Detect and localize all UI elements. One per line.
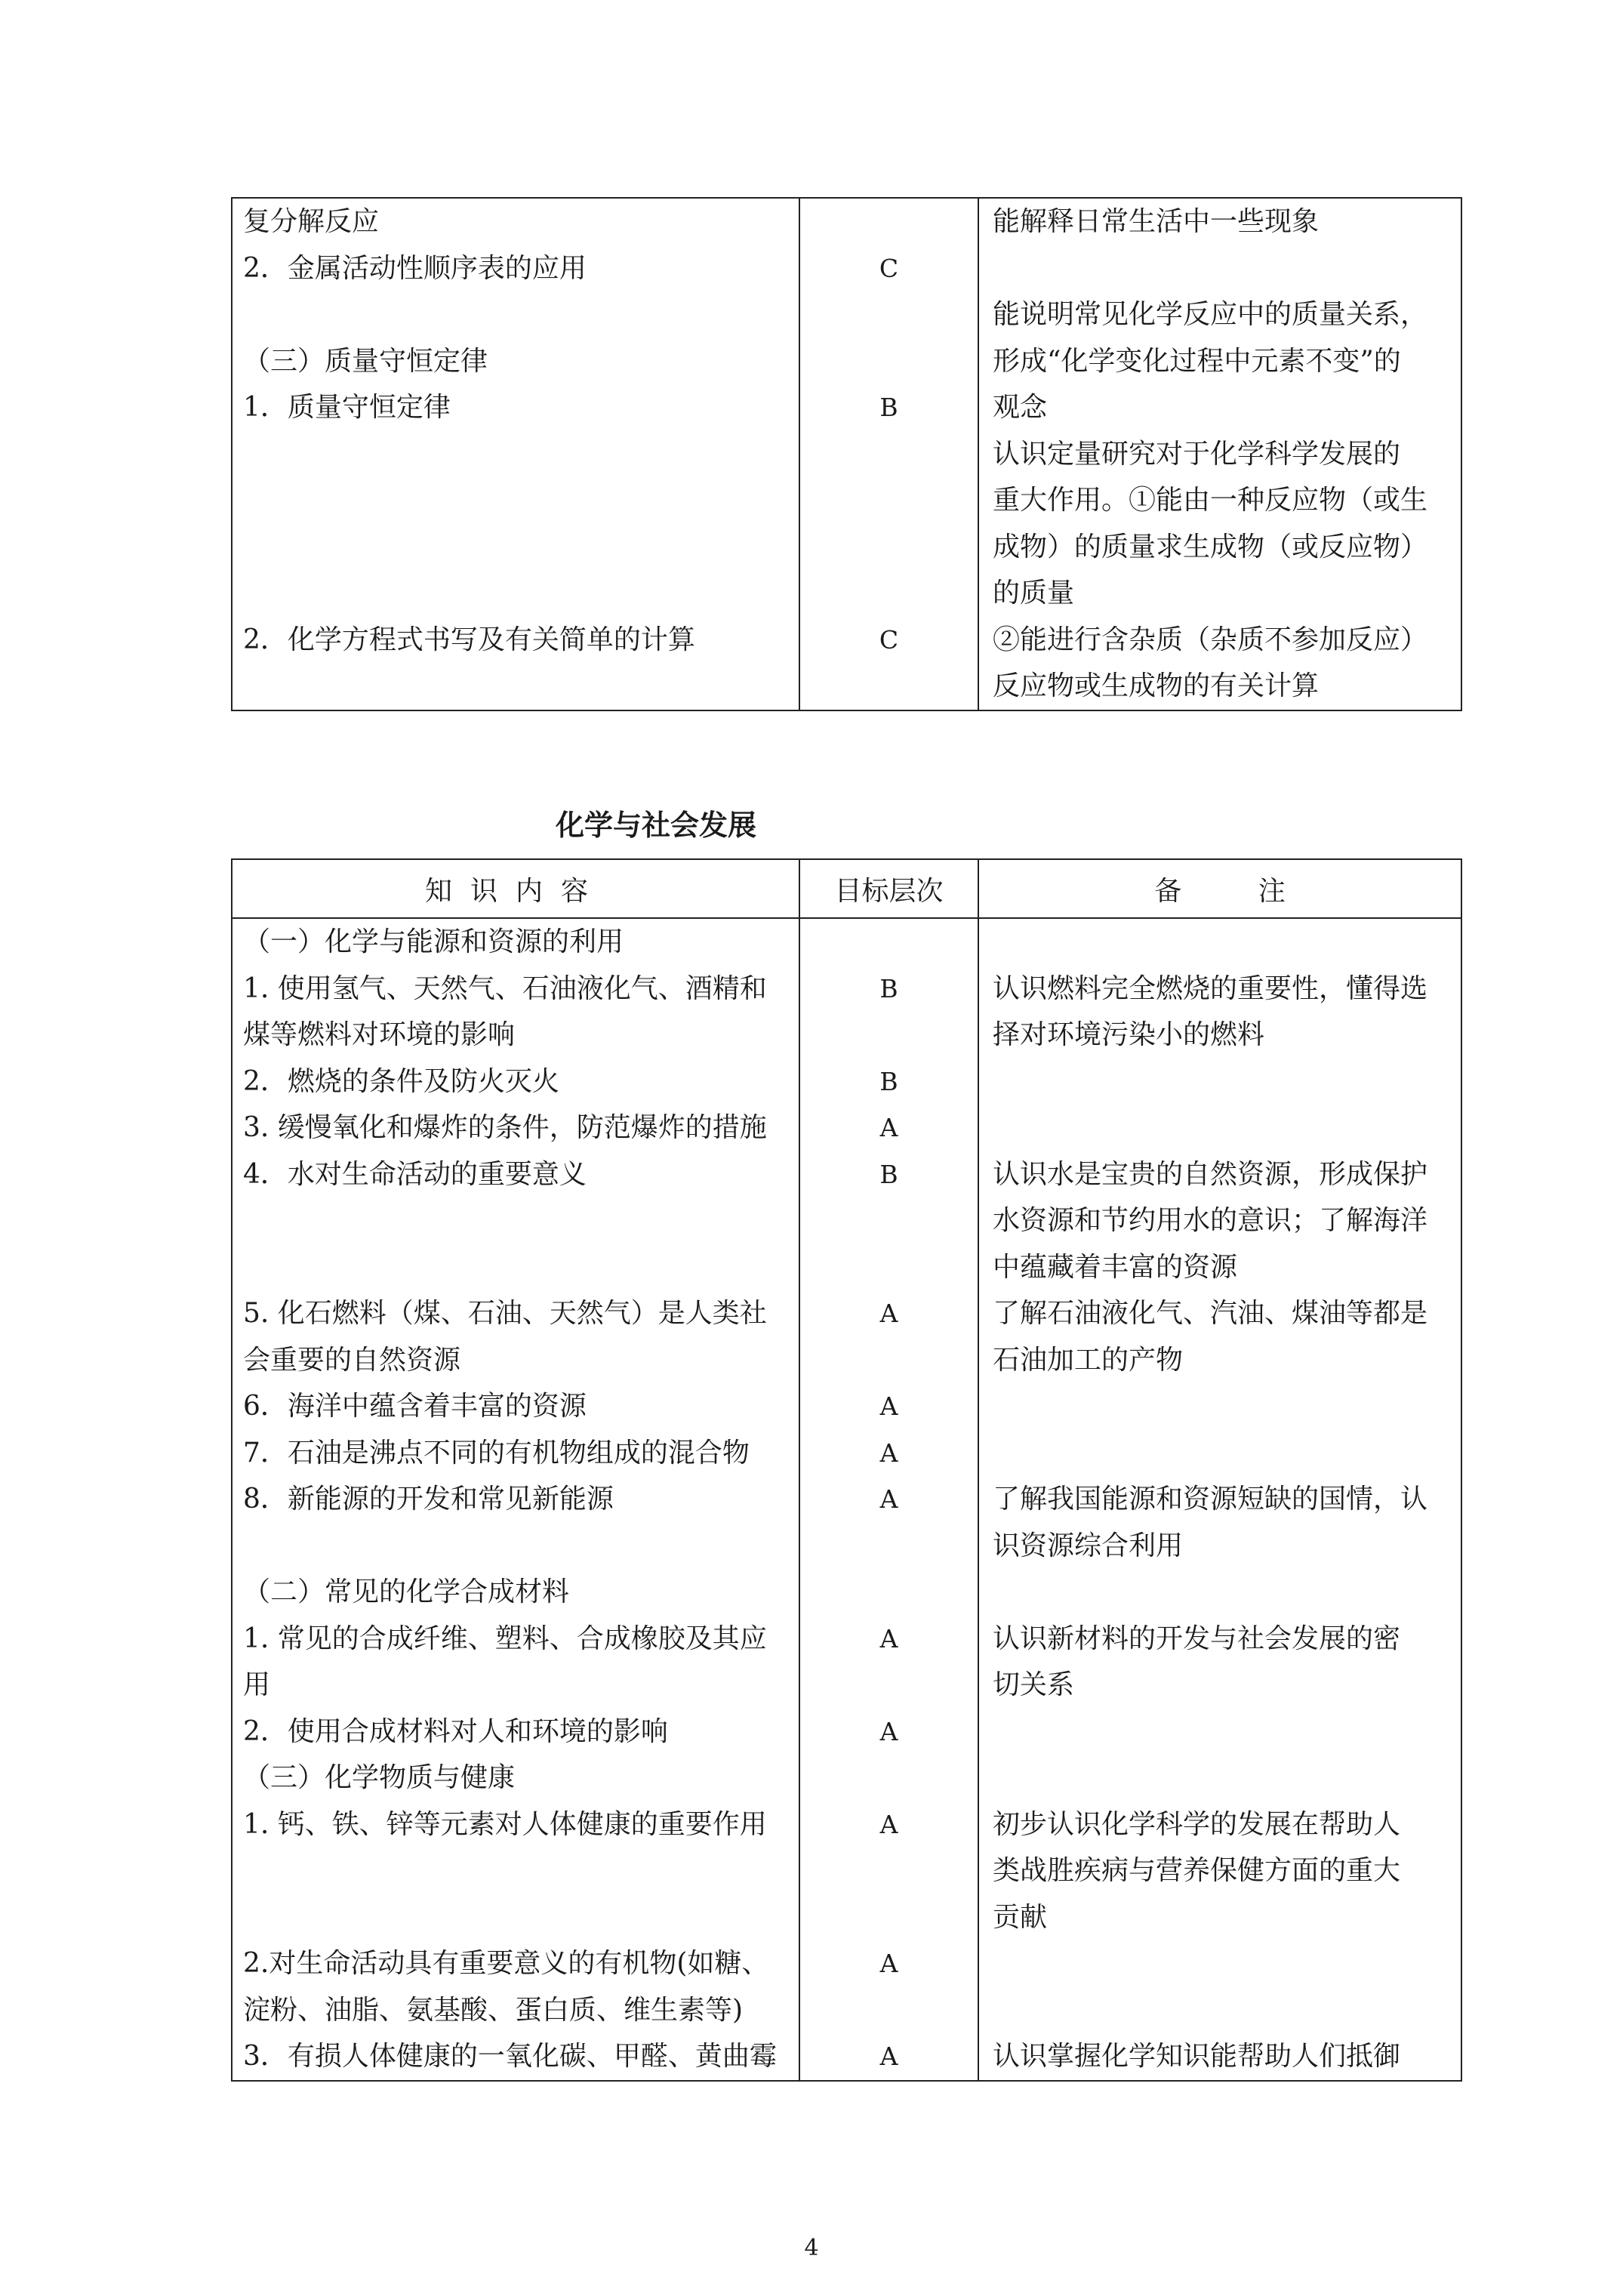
text-line bbox=[800, 338, 978, 385]
text-line bbox=[233, 570, 799, 617]
continued-table bbox=[231, 197, 1462, 711]
text-line: 初步认识化学科学的发展在帮助人 bbox=[993, 1808, 1401, 1840]
text-line: 7．石油是沸点不同的有机物组成的混合物 bbox=[243, 1437, 750, 1469]
text-line: A bbox=[879, 1438, 898, 1468]
text-line bbox=[800, 1244, 978, 1291]
text-line: 3. 缓慢氧化和爆炸的条件，防范爆炸的措施 bbox=[243, 1112, 767, 1143]
text-line bbox=[800, 1197, 978, 1244]
text-line: 重大作用。①能由一种反应物（或生 bbox=[993, 485, 1428, 516]
text-line: 择对环境污染小的燃料 bbox=[993, 1019, 1265, 1050]
text-line bbox=[979, 1059, 1461, 1105]
text-line: A bbox=[879, 2042, 898, 2071]
text-line bbox=[979, 1755, 1461, 1801]
text-line bbox=[979, 1987, 1461, 2034]
text-line: 3．有损人体健康的一氧化碳、甲醛、黄曲霉 bbox=[243, 2041, 777, 2072]
text-line bbox=[233, 477, 799, 524]
table-header-row bbox=[232, 859, 1461, 918]
text-line: A bbox=[879, 1113, 898, 1142]
text-line bbox=[800, 1523, 978, 1570]
text-line bbox=[233, 1523, 799, 1570]
text-line: 的质量 bbox=[993, 578, 1075, 609]
text-line bbox=[800, 1987, 978, 2034]
text-line: 反应物或生成物的有关计算 bbox=[993, 670, 1320, 701]
cell-lines bbox=[233, 199, 799, 710]
text-line: 1. 使用氢气、天然气、石油液化气、酒精和 bbox=[243, 972, 767, 1004]
text-line: B bbox=[879, 393, 898, 422]
text-line: C bbox=[879, 253, 899, 283]
text-line: A bbox=[879, 1809, 898, 1839]
text-line: 2.对生命活动具有重要意义的有机物(如糖、 bbox=[243, 1948, 769, 1979]
text-line: A bbox=[879, 1484, 898, 1514]
chemistry-society-table bbox=[231, 858, 1462, 2082]
text-line: 1. 常见的合成纤维、塑料、合成橡胶及其应 bbox=[243, 1623, 767, 1654]
cell-lines bbox=[233, 919, 799, 2080]
text-line bbox=[979, 1430, 1461, 1477]
text-line bbox=[800, 431, 978, 478]
text-line: 淀粉、油脂、氨基酸、蛋白质、维生素等) bbox=[243, 1994, 744, 2026]
text-line bbox=[979, 245, 1461, 292]
cell-lines bbox=[979, 919, 1461, 2080]
text-line: 4．水对生命活动的重要意义 bbox=[243, 1158, 587, 1190]
text-line: 会重要的自然资源 bbox=[243, 1344, 461, 1376]
text-line bbox=[233, 1894, 799, 1941]
text-line: 识资源综合利用 bbox=[993, 1530, 1184, 1561]
text-line bbox=[800, 919, 978, 966]
target-level-cell bbox=[799, 198, 978, 710]
text-line: A bbox=[879, 1299, 898, 1328]
text-line bbox=[800, 1848, 978, 1894]
text-line: 能说明常见化学反应中的质量关系， bbox=[993, 299, 1428, 330]
text-line bbox=[233, 1244, 799, 1291]
text-line bbox=[979, 1569, 1461, 1616]
header-remarks: 备 注 bbox=[978, 859, 1461, 918]
text-line bbox=[979, 919, 1461, 966]
cell-lines bbox=[979, 199, 1461, 710]
text-line: 1. 钙、铁、锌等元素对人体健康的重要作用 bbox=[243, 1808, 767, 1840]
text-line: 了解石油液化气、汽油、煤油等都是 bbox=[993, 1298, 1428, 1329]
text-line: 观念 bbox=[993, 392, 1048, 423]
text-line: 能解释日常生活中一些现象 bbox=[993, 206, 1320, 237]
text-line: C bbox=[879, 624, 899, 655]
text-line: 形成“化学变化过程中元素不变”的 bbox=[993, 345, 1401, 377]
text-line: （二）常见的化学合成材料 bbox=[243, 1576, 570, 1607]
table-row bbox=[232, 918, 1461, 2081]
cell-lines bbox=[800, 199, 978, 710]
text-line: B bbox=[879, 973, 898, 1003]
remarks-cell bbox=[978, 198, 1461, 710]
text-line: 2．使用合成材料对人和环境的影响 bbox=[243, 1715, 668, 1747]
text-line bbox=[979, 1383, 1461, 1430]
text-line: 6．海洋中蕴含着丰富的资源 bbox=[243, 1391, 587, 1422]
text-line: 中蕴藏着丰富的资源 bbox=[993, 1251, 1238, 1283]
text-line: （三）化学物质与健康 bbox=[243, 1762, 516, 1793]
page-number: 4 bbox=[804, 2235, 819, 2261]
text-line: （一）化学与能源和资源的利用 bbox=[243, 926, 624, 957]
text-line bbox=[800, 1337, 978, 1384]
text-line: 2．燃烧的条件及防火灭火 bbox=[243, 1065, 559, 1097]
section-title: 化学与社会发展 bbox=[555, 808, 756, 842]
text-line bbox=[233, 524, 799, 571]
header-target-level: 目标层次 bbox=[799, 859, 978, 918]
text-line bbox=[800, 1894, 978, 1941]
text-line: 切关系 bbox=[993, 1669, 1075, 1700]
text-line bbox=[800, 1012, 978, 1059]
text-line: 认识定量研究对于化学科学发展的 bbox=[993, 438, 1401, 470]
text-line: 2．金属活动性顺序表的应用 bbox=[243, 252, 587, 284]
text-line bbox=[233, 1197, 799, 1244]
text-line bbox=[979, 1940, 1461, 1987]
text-line: 认识掌握化学知识能帮助人们抵御 bbox=[993, 2041, 1401, 2072]
knowledge-content-cell bbox=[232, 198, 799, 710]
text-line: 5. 化石燃料（煤、石油、天然气）是人类社 bbox=[243, 1298, 767, 1329]
remarks-cell bbox=[978, 918, 1461, 2081]
text-line bbox=[800, 570, 978, 617]
text-line bbox=[233, 1848, 799, 1894]
text-line bbox=[800, 1755, 978, 1801]
text-line: 认识水是宝贵的自然资源，形成保护 bbox=[993, 1158, 1428, 1190]
text-line: 1．质量守恒定律 bbox=[243, 392, 451, 423]
header-knowledge-content: 知识内容 bbox=[232, 859, 799, 918]
text-line: 复分解反应 bbox=[243, 206, 380, 237]
cell-lines bbox=[800, 919, 978, 2080]
text-line: A bbox=[879, 1716, 898, 1746]
text-line bbox=[800, 291, 978, 338]
text-line bbox=[800, 524, 978, 571]
text-line bbox=[800, 663, 978, 710]
text-line: A bbox=[879, 1623, 898, 1653]
text-line: B bbox=[879, 1066, 898, 1096]
text-line bbox=[800, 477, 978, 524]
text-line: ②能进行含杂质（杂质不参加反应） bbox=[993, 624, 1428, 655]
target-level-cell bbox=[799, 918, 978, 2081]
text-line: 石油加工的产物 bbox=[993, 1344, 1184, 1376]
text-line bbox=[800, 199, 978, 245]
text-line: B bbox=[879, 1159, 898, 1189]
text-line: （三）质量守恒定律 bbox=[243, 345, 488, 377]
text-line bbox=[800, 1662, 978, 1709]
knowledge-content-cell bbox=[232, 918, 799, 2081]
text-line bbox=[233, 663, 799, 710]
text-line: 8．新能源的开发和常见新能源 bbox=[243, 1484, 614, 1515]
text-line: 水资源和节约用水的意识；了解海洋 bbox=[993, 1205, 1428, 1236]
text-line bbox=[233, 291, 799, 338]
text-line: 用 bbox=[243, 1669, 271, 1700]
text-line: 贡献 bbox=[993, 1901, 1048, 1933]
text-line bbox=[979, 1105, 1461, 1151]
text-line: 煤等燃料对环境的影响 bbox=[243, 1019, 516, 1050]
text-line: 了解我国能源和资源短缺的国情，认 bbox=[993, 1484, 1428, 1515]
text-line: A bbox=[879, 1391, 898, 1421]
text-line bbox=[233, 431, 799, 478]
table-row bbox=[232, 198, 1461, 710]
text-line bbox=[979, 1709, 1461, 1755]
text-line: A bbox=[879, 1949, 898, 1978]
text-line: 认识新材料的开发与社会发展的密 bbox=[993, 1623, 1401, 1654]
text-line bbox=[800, 1569, 978, 1616]
text-line: 类战胜疾病与营养保健方面的重大 bbox=[993, 1855, 1401, 1886]
text-line: 2．化学方程式书写及有关简单的计算 bbox=[243, 624, 695, 655]
text-line: 成物）的质量求生成物（或反应物） bbox=[993, 531, 1428, 562]
text-line: 认识燃料完全燃烧的重要性，懂得选 bbox=[993, 972, 1428, 1004]
